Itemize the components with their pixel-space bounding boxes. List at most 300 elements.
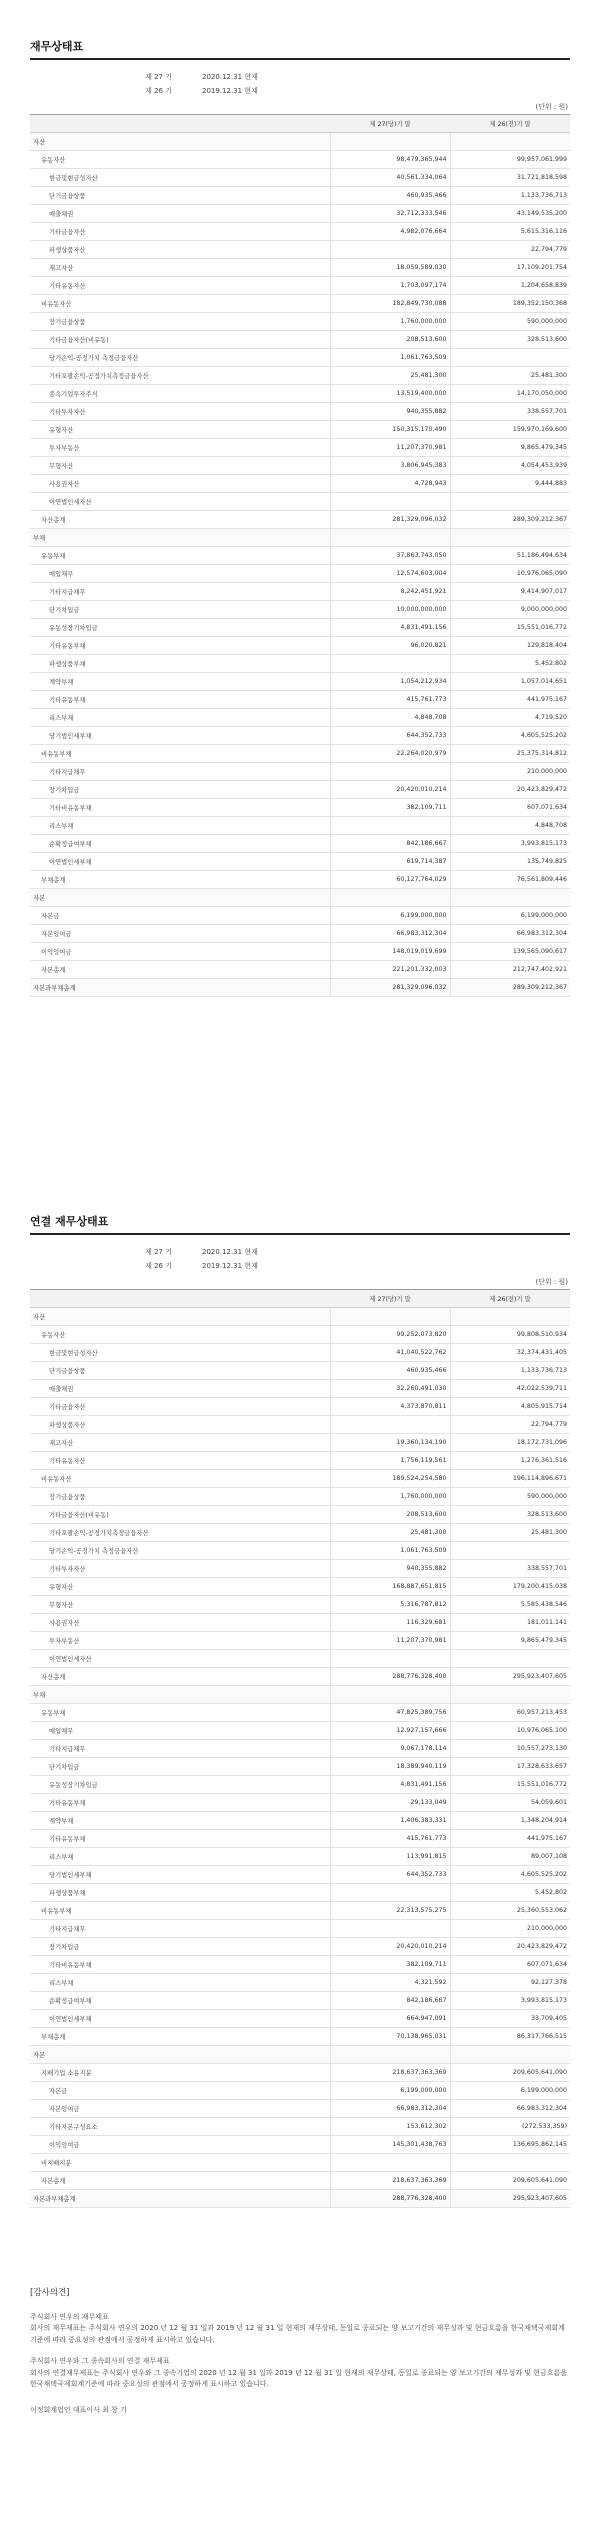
- row-label: 비지배지분: [30, 2154, 330, 2172]
- prior-value: 20,423,829,472: [450, 1938, 570, 1956]
- prior-value: 196,114,896,671: [450, 1470, 570, 1488]
- table-row: [30, 1974, 570, 1992]
- current-value: 4,728,943: [330, 475, 450, 493]
- table-row: [30, 2118, 570, 2136]
- table-row: [30, 1506, 570, 1524]
- current-value: 619,714,387: [330, 853, 450, 871]
- table-row: [30, 943, 570, 961]
- row-label: 재고자산: [30, 1434, 330, 1452]
- row-label: 자본: [30, 2046, 330, 2064]
- table-row: [30, 1470, 570, 1488]
- row-label: 순확정급여부채: [30, 835, 330, 853]
- audit-p2-title: 주식회사 연우와 그 종속회사의 연결 재무제표: [30, 2357, 170, 2365]
- current-value: 96,020,821: [330, 637, 450, 655]
- row-label: 자본: [30, 889, 330, 907]
- row-label: 유형자산: [30, 1578, 330, 1596]
- prior-value: 14,170,050,000: [450, 385, 570, 403]
- prior-value: [450, 2154, 570, 2172]
- row-label: 유동부채: [30, 547, 330, 565]
- current-value: [330, 889, 450, 907]
- current-value: 10,000,000,000: [330, 601, 450, 619]
- prior-value: 590,000,000: [450, 1488, 570, 1506]
- current-value: 664,947,091: [330, 2010, 450, 2028]
- row-label: 무형자산: [30, 1596, 330, 1614]
- current-value: 208,513,600: [330, 331, 450, 349]
- table-row: [30, 1398, 570, 1416]
- current-value: 281,329,096,032: [330, 979, 450, 997]
- row-label: 이연법인세부채: [30, 2010, 330, 2028]
- current-value: 116,329,681: [330, 1614, 450, 1632]
- prior-value: 10,976,065,090: [450, 565, 570, 583]
- prior-value: 1,348,204,914: [450, 1812, 570, 1830]
- row-label: 사용권자산: [30, 475, 330, 493]
- prior-value: 5,585,438,546: [450, 1596, 570, 1614]
- table-row: [30, 1344, 570, 1362]
- current-value: 4,831,491,156: [330, 619, 450, 637]
- current-value: 19,360,134,190: [330, 1434, 450, 1452]
- prior-value: 66,983,312,304: [450, 2100, 570, 2118]
- current-value: 20,420,010,214: [330, 781, 450, 799]
- current-value: 460,935,466: [330, 1362, 450, 1380]
- prior-value: 139,565,090,617: [450, 943, 570, 961]
- row-label: 유동자산: [30, 151, 330, 169]
- row-label: 파생상품부채: [30, 655, 330, 673]
- table-row: [30, 511, 570, 529]
- row-label: 장기금융상품: [30, 1488, 330, 1506]
- current-value: 47,825,389,756: [330, 1704, 450, 1722]
- table-row: [30, 2064, 570, 2082]
- table-row: [30, 691, 570, 709]
- current-value: 460,935,466: [330, 187, 450, 205]
- prior-value: [450, 1650, 570, 1668]
- current-value: 150,315,170,490: [330, 421, 450, 439]
- current-value: 4,848,708: [330, 709, 450, 727]
- current-value: 940,355,882: [330, 1560, 450, 1578]
- current-value: [330, 1686, 450, 1704]
- prior-value: 25,375,314,812: [450, 745, 570, 763]
- current-value: 1,061,763,509: [330, 349, 450, 367]
- current-value: 644,352,733: [330, 1866, 450, 1884]
- current-value: 148,019,019,699: [330, 943, 450, 961]
- audit-opinion: [30, 2288, 570, 2416]
- row-label: 매입채무: [30, 565, 330, 583]
- row-label: 이연법인세자산: [30, 1650, 330, 1668]
- current-value: [330, 1650, 450, 1668]
- current-value: 70,138,965,031: [330, 2028, 450, 2046]
- prior-value: 209,605,641,090: [450, 2172, 570, 2190]
- current-value: [330, 1884, 450, 1902]
- table-row: [30, 709, 570, 727]
- row-label: 지배기업 소유지분: [30, 2064, 330, 2082]
- prior-value: 9,414,907,017: [450, 583, 570, 601]
- current-value: 281,329,096,032: [330, 511, 450, 529]
- prior-value: 9,865,479,345: [450, 439, 570, 457]
- table-row: [30, 1578, 570, 1596]
- table-row: [30, 1884, 570, 1902]
- table-row: [30, 1488, 570, 1506]
- table-row: [30, 1758, 570, 1776]
- current-value: 18,389,940,119: [330, 1758, 450, 1776]
- prior-value: 99,808,510,934: [450, 1326, 570, 1344]
- current-value: 1,061,763,509: [330, 1542, 450, 1560]
- table-row: [30, 2136, 570, 2154]
- current-value: 60,127,764,029: [330, 871, 450, 889]
- table-row: [30, 385, 570, 403]
- row-label: 투자부동산: [30, 439, 330, 457]
- table-row: [30, 601, 570, 619]
- row-label: 당기손익-공정가치 측정금융자산: [30, 349, 330, 367]
- prior-value: 295,923,407,605: [450, 2190, 570, 2208]
- current-value: 4,373,870,811: [330, 1398, 450, 1416]
- current-value: 66,983,312,304: [330, 925, 450, 943]
- prior-value: 17,109,201,754: [450, 259, 570, 277]
- current-value: 644,352,733: [330, 727, 450, 745]
- current-value: 113,991,815: [330, 1848, 450, 1866]
- prior-value: 51,186,494,634: [450, 547, 570, 565]
- current-value: 18,059,589,030: [330, 259, 450, 277]
- table-body: [30, 1308, 570, 2208]
- table-row: [30, 1920, 570, 1938]
- table-row: [30, 1902, 570, 1920]
- table-row: [30, 1848, 570, 1866]
- table-row: [30, 817, 570, 835]
- table-row: [30, 295, 570, 313]
- prior-value: [450, 349, 570, 367]
- current-value: 1,703,097,174: [330, 277, 450, 295]
- row-label: 단기차입금: [30, 601, 330, 619]
- row-label: 기타비유동부채: [30, 799, 330, 817]
- table-row: [30, 1362, 570, 1380]
- prior-value: 441,975,167: [450, 1830, 570, 1848]
- row-label: 유형자산: [30, 421, 330, 439]
- row-label: 기타투자자산: [30, 403, 330, 421]
- prior-value: [450, 133, 570, 151]
- prior-value: 607,071,634: [450, 1956, 570, 1974]
- prior-value: 607,071,634: [450, 799, 570, 817]
- prior-value: 136,695,862,145: [450, 2136, 570, 2154]
- row-label: 부채: [30, 529, 330, 547]
- prior-value: 92,127,378: [450, 1974, 570, 1992]
- row-label: 매입채무: [30, 1722, 330, 1740]
- prior-value: 338,557,701: [450, 1560, 570, 1578]
- table-row: [30, 925, 570, 943]
- current-value: 153,612,302: [330, 2118, 450, 2136]
- current-value: [330, 655, 450, 673]
- consolidated-balance-sheet-table: [30, 1289, 570, 2208]
- table-row: [30, 349, 570, 367]
- current-value: 4,831,491,156: [330, 1776, 450, 1794]
- current-value: 25,481,300: [330, 1524, 450, 1542]
- prior-value: 209,605,641,090: [450, 2064, 570, 2082]
- period-line: 제 26 기 2019.12.31 현재: [145, 87, 258, 95]
- table-row: [30, 241, 570, 259]
- table-row: [30, 799, 570, 817]
- row-label: 자본총계: [30, 2172, 330, 2190]
- prior-value: 22,794,779: [450, 241, 570, 259]
- prior-value: 295,923,407,605: [450, 1668, 570, 1686]
- prior-value: [450, 493, 570, 511]
- current-value: 842,186,667: [330, 835, 450, 853]
- row-label: 기타투자자산: [30, 1560, 330, 1578]
- current-value: 1,760,000,000: [330, 313, 450, 331]
- table-row: [30, 637, 570, 655]
- prior-value: 9,444,883: [450, 475, 570, 493]
- table-row: [30, 1434, 570, 1452]
- prior-value: 76,561,809,446: [450, 871, 570, 889]
- header-current: 제 27(당)기 말: [330, 115, 450, 133]
- prior-value: [450, 889, 570, 907]
- row-label: 기타지급채무: [30, 1740, 330, 1758]
- section-title: 연결 재무상태표: [30, 1215, 109, 1228]
- current-value: 145,301,438,763: [330, 2136, 450, 2154]
- table-row: [30, 655, 570, 673]
- header-prior: 제 26(전)기 말: [450, 115, 570, 133]
- current-value: 382,109,711: [330, 799, 450, 817]
- row-label: 리스부채: [30, 709, 330, 727]
- table-row: [30, 889, 570, 907]
- table-row: [30, 1650, 570, 1668]
- prior-value: 1,276,361,516: [450, 1452, 570, 1470]
- current-value: 415,761,773: [330, 691, 450, 709]
- prior-value: [450, 529, 570, 547]
- row-label: 유동자산: [30, 1326, 330, 1344]
- table-row: [30, 1776, 570, 1794]
- row-label: 당기손익-공정가치 측정금융자산: [30, 1542, 330, 1560]
- current-value: [330, 493, 450, 511]
- current-value: [330, 133, 450, 151]
- row-label: 이익잉여금: [30, 943, 330, 961]
- prior-value: 135,749,825: [450, 853, 570, 871]
- row-label: 자본잉여금: [30, 2100, 330, 2118]
- prior-value: 10,976,065,100: [450, 1722, 570, 1740]
- prior-value: 4,848,708: [450, 817, 570, 835]
- row-label: 계약부채: [30, 673, 330, 691]
- row-label: 부채: [30, 1686, 330, 1704]
- row-label: 기타유동자산: [30, 277, 330, 295]
- row-label: 파생상품자산: [30, 241, 330, 259]
- prior-value: 181,011,141: [450, 1614, 570, 1632]
- row-label: 매출채권: [30, 205, 330, 223]
- table-row: [30, 277, 570, 295]
- prior-value: 25,360,553,062: [450, 1902, 570, 1920]
- prior-value: 5,452,802: [450, 1884, 570, 1902]
- table-row: [30, 1830, 570, 1848]
- prior-value: 31,721,818,598: [450, 169, 570, 187]
- row-label: 부채총계: [30, 871, 330, 889]
- row-label: 리스부채: [30, 817, 330, 835]
- header-blank: [30, 1290, 330, 1308]
- table-row: [30, 2046, 570, 2064]
- prior-value: 60,957,213,453: [450, 1704, 570, 1722]
- table-row: [30, 1740, 570, 1758]
- current-value: 12,927,157,666: [330, 1722, 450, 1740]
- row-label: 재고자산: [30, 259, 330, 277]
- prior-value: 4,605,525,202: [450, 727, 570, 745]
- row-label: 계약부채: [30, 1812, 330, 1830]
- current-value: 22,313,575,275: [330, 1902, 450, 1920]
- row-label: 자산: [30, 1308, 330, 1326]
- prior-value: 328,513,600: [450, 1506, 570, 1524]
- row-label: 당기법인세부채: [30, 1866, 330, 1884]
- table-row: [30, 2082, 570, 2100]
- prior-value: 3,993,815,173: [450, 835, 570, 853]
- period-line: 제 27 기 2020.12.31 현재: [145, 1248, 258, 1256]
- table-row: [30, 421, 570, 439]
- table-row: [30, 1668, 570, 1686]
- prior-value: 6,199,000,000: [450, 907, 570, 925]
- prior-value: [450, 1308, 570, 1326]
- prior-value: 25,481,300: [450, 367, 570, 385]
- prior-value: 15,551,016,772: [450, 619, 570, 637]
- audit-paragraph: [30, 2356, 570, 2391]
- prior-value: 66,983,312,304: [450, 925, 570, 943]
- current-value: 218,637,363,369: [330, 2172, 450, 2190]
- audit-p2-body: 회사의 연결재무제표는 주식회사 연우와 그 종속기업의 2020 년 12 월 31 일과 2019 년 12 월 31 일 현재의 재무상태, 동일로 종료되는 양 보고기간의 재무성과 및 현금흐름을 한국채택국제회계기준에 따라 중요성의 관점에서 공정하게 표시하고 있습니다.: [30, 2368, 568, 2388]
- current-value: [330, 1920, 450, 1938]
- audit-paragraph: [30, 2312, 570, 2347]
- current-value: 11,207,370,981: [330, 439, 450, 457]
- row-label: 자본잉여금: [30, 925, 330, 943]
- row-label: 장기금융상품: [30, 313, 330, 331]
- row-label: 투자부동산: [30, 1632, 330, 1650]
- table-row: [30, 1938, 570, 1956]
- prior-value: 4,605,525,202: [450, 1866, 570, 1884]
- current-value: 66,983,312,304: [330, 2100, 450, 2118]
- current-value: 29,133,049: [330, 1794, 450, 1812]
- current-value: 25,481,300: [330, 367, 450, 385]
- row-label: 기타금융자산: [30, 223, 330, 241]
- prior-value: 10,557,273,130: [450, 1740, 570, 1758]
- prior-value: 189,352,150,368: [450, 295, 570, 313]
- prior-value: 22,794,779: [450, 1416, 570, 1434]
- prior-value: [450, 1686, 570, 1704]
- table-row: [30, 1614, 570, 1632]
- row-label: 비유동부채: [30, 1902, 330, 1920]
- current-value: 40,561,334,064: [330, 169, 450, 187]
- prior-value: (272,533,359): [450, 2118, 570, 2136]
- current-value: [330, 241, 450, 259]
- table-row: [30, 583, 570, 601]
- current-value: [330, 817, 450, 835]
- table-row: [30, 907, 570, 925]
- audit-p1-title: 주식회사 연우의 재무제표: [30, 2312, 109, 2321]
- current-value: 1,756,119,561: [330, 1452, 450, 1470]
- table-row: [30, 475, 570, 493]
- prior-value: 25,481,300: [450, 1524, 570, 1542]
- prior-value: 99,957,061,999: [450, 151, 570, 169]
- current-value: 189,524,254,580: [330, 1470, 450, 1488]
- table-row: [30, 673, 570, 691]
- header-blank: [30, 115, 330, 133]
- table-row: [30, 1308, 570, 1326]
- row-label: 매출채권: [30, 1380, 330, 1398]
- current-value: 415,761,773: [330, 1830, 450, 1848]
- current-value: 218,637,363,369: [330, 2064, 450, 2082]
- prior-value: 328,513,600: [450, 331, 570, 349]
- table-row: [30, 745, 570, 763]
- current-value: 12,574,603,004: [330, 565, 450, 583]
- current-value: 11,207,370,981: [330, 1632, 450, 1650]
- table-row: [30, 1812, 570, 1830]
- row-label: 유동성장기차입금: [30, 1776, 330, 1794]
- table-row: [30, 1992, 570, 2010]
- prior-value: 5,615,316,116: [450, 223, 570, 241]
- current-value: 1,760,000,000: [330, 1488, 450, 1506]
- prior-value: 54,059,601: [450, 1794, 570, 1812]
- table-row: [30, 1794, 570, 1812]
- table-row: [30, 187, 570, 205]
- prior-value: 289,309,212,367: [450, 511, 570, 529]
- unit-label: (단위 : 원): [535, 103, 568, 111]
- table-row: [30, 619, 570, 637]
- table-row: [30, 133, 570, 151]
- row-label: 기타포괄손익-공정가치측정금융자산: [30, 367, 330, 385]
- balance-sheet-table: [30, 114, 570, 997]
- current-value: 37,863,743,050: [330, 547, 450, 565]
- current-value: 168,887,651,815: [330, 1578, 450, 1596]
- row-label: 기타지급채무: [30, 1920, 330, 1938]
- table-row: [30, 169, 570, 187]
- prior-value: 17,328,633,657: [450, 1758, 570, 1776]
- prior-value: [450, 2046, 570, 2064]
- prior-value: 129,818,404: [450, 637, 570, 655]
- title-rule: [30, 1233, 570, 1235]
- table-row: [30, 1722, 570, 1740]
- prior-value: 9,865,479,345: [450, 1632, 570, 1650]
- row-label: 단기금융상품: [30, 1362, 330, 1380]
- row-label: 리스부채: [30, 1848, 330, 1866]
- prior-value: 4,054,453,939: [450, 457, 570, 475]
- row-label: 자산총계: [30, 511, 330, 529]
- table-row: [30, 2100, 570, 2118]
- header-current: 제 27(당)기 말: [330, 1290, 450, 1308]
- table-row: [30, 2010, 570, 2028]
- current-value: 32,712,333,546: [330, 205, 450, 223]
- current-value: 4,321,592: [330, 1974, 450, 1992]
- row-label: 자본과부채총계: [30, 979, 330, 997]
- current-value: [330, 2046, 450, 2064]
- table-row: [30, 259, 570, 277]
- audit-heading: [감사의견]: [30, 2288, 70, 2298]
- row-label: 기타포괄손익-공정가치측정금융자산: [30, 1524, 330, 1542]
- prior-value: 212,747,402,921: [450, 961, 570, 979]
- prior-value: [450, 1542, 570, 1560]
- row-label: 기타유동자산: [30, 1452, 330, 1470]
- table-row: [30, 781, 570, 799]
- table-row: [30, 2154, 570, 2172]
- prior-value: 159,970,169,600: [450, 421, 570, 439]
- prior-value: 6,199,000,000: [450, 2082, 570, 2100]
- current-value: 9,067,178,114: [330, 1740, 450, 1758]
- table-header: [30, 115, 570, 133]
- current-value: 1,054,212,934: [330, 673, 450, 691]
- row-label: 파생상품부채: [30, 1884, 330, 1902]
- audit-signature: 이정회계법인 대표이사 최 창 기: [30, 2405, 127, 2414]
- table-row: [30, 331, 570, 349]
- row-label: 장기차입금: [30, 1938, 330, 1956]
- current-value: 940,355,882: [330, 403, 450, 421]
- current-value: [330, 2154, 450, 2172]
- table-row: [30, 853, 570, 871]
- row-label: 기타금융자산: [30, 1398, 330, 1416]
- prior-value: 42,022,539,711: [450, 1380, 570, 1398]
- prior-value: 33,709,405: [450, 2010, 570, 2028]
- table-row: [30, 547, 570, 565]
- prior-value: 210,000,000: [450, 1920, 570, 1938]
- table-row: [30, 205, 570, 223]
- prior-value: 289,309,212,367: [450, 979, 570, 997]
- prior-value: 338,557,701: [450, 403, 570, 421]
